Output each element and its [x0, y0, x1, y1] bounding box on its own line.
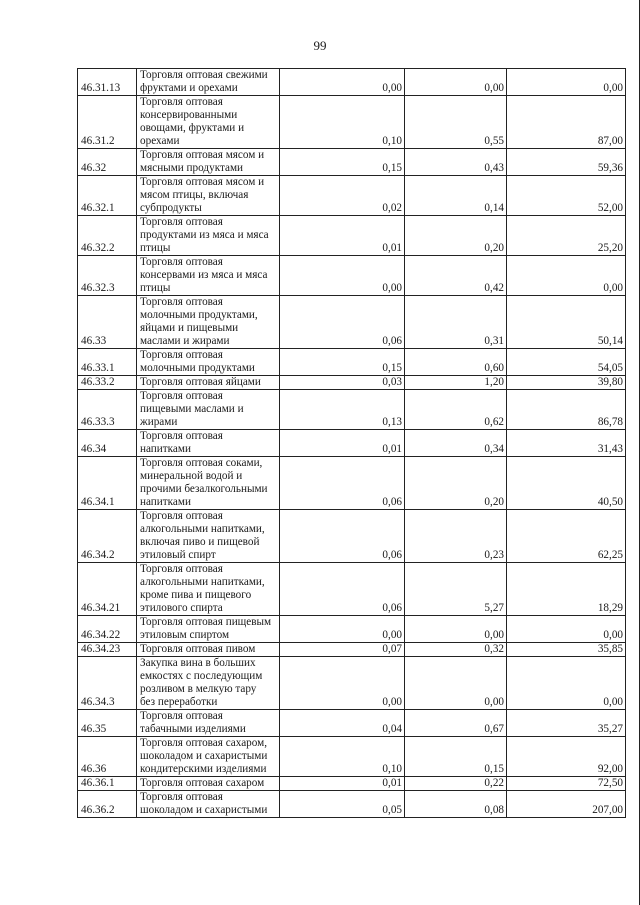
row-value-3: 0,00 [507, 256, 626, 296]
activity-name-line: прочими безалкогольными [140, 483, 268, 495]
row-value-1: 0,01 [280, 777, 405, 791]
activity-name-line: Торговля оптовая [140, 296, 223, 308]
row-activity-name [137, 643, 280, 657]
row-activity-name [137, 657, 280, 710]
table-row [78, 563, 626, 616]
row-code: 46.34.3 [78, 657, 137, 710]
row-value-1: 0,15 [280, 349, 405, 376]
row-value-1: 0,15 [280, 149, 405, 176]
row-value-2: 5,27 [405, 563, 507, 616]
table-row [78, 216, 626, 256]
row-value-2: 0,08 [405, 791, 507, 818]
row-value-1: 0,01 [280, 216, 405, 256]
table-row [78, 737, 626, 777]
activity-name-line: табачными изделиями [140, 723, 246, 735]
activity-name-line: Торговля оптовая [140, 390, 223, 402]
row-activity-name [137, 563, 280, 616]
row-value-1: 0,06 [280, 563, 405, 616]
activity-name-line: кроме пива и пищевого [140, 589, 252, 601]
row-value-2: 1,20 [405, 376, 507, 390]
activity-name-line: этилового спирта [140, 602, 223, 614]
row-value-3: 62,25 [507, 510, 626, 563]
tariff-table [77, 68, 626, 818]
activity-name-line: субпродукты [140, 202, 202, 214]
activity-name-line: Торговля оптовая яйцами [140, 376, 261, 388]
table-row [78, 349, 626, 376]
row-value-2: 0,00 [405, 616, 507, 643]
activity-name-line: этиловый спирт [140, 549, 216, 561]
activity-name-line: Торговля оптовая [140, 563, 223, 575]
activity-name-line: Торговля оптовая [140, 96, 223, 108]
activity-name-line: Торговля оптовая [140, 510, 223, 522]
row-code: 46.36.1 [78, 777, 137, 791]
row-value-3: 0,00 [507, 616, 626, 643]
row-activity-name [137, 216, 280, 256]
row-value-2: 0,14 [405, 176, 507, 216]
activity-name-line: Торговля оптовая пивом [140, 643, 256, 655]
activity-name-line: консервами из мяса и мяса [140, 269, 268, 281]
row-activity-name [137, 457, 280, 510]
table-row [78, 376, 626, 390]
row-value-2: 0,00 [405, 69, 507, 96]
row-code: 46.32 [78, 149, 137, 176]
row-value-3: 18,29 [507, 563, 626, 616]
row-value-2: 0,15 [405, 737, 507, 777]
row-value-1: 0,06 [280, 296, 405, 349]
activity-name-line: Торговля оптовая [140, 216, 223, 228]
activity-name-line: Закупка вина в больших [140, 657, 256, 669]
row-value-2: 0,20 [405, 216, 507, 256]
row-activity-name [137, 791, 280, 818]
row-value-1: 0,10 [280, 737, 405, 777]
activity-name-line: Торговля оптовая мясом и [140, 176, 265, 188]
row-code: 46.33.3 [78, 390, 137, 430]
table-row [78, 616, 626, 643]
table-row [78, 390, 626, 430]
activity-name-line: орехами [140, 135, 180, 147]
row-value-2: 0,00 [405, 657, 507, 710]
row-activity-name [137, 349, 280, 376]
activity-name-line: продуктами из мяса и мяса [140, 229, 269, 241]
activity-name-line: Торговля оптовая мясом и [140, 149, 265, 161]
activity-name-line: мясом птицы, включая [140, 189, 249, 201]
row-value-3: 54,05 [507, 349, 626, 376]
row-code: 46.33.2 [78, 376, 137, 390]
row-value-3: 31,43 [507, 430, 626, 457]
row-activity-name [137, 256, 280, 296]
row-value-3: 40,50 [507, 457, 626, 510]
activity-name-line: розливом в мелкую тару [140, 683, 257, 695]
activity-name-line: Торговля оптовая [140, 349, 223, 361]
row-activity-name [137, 296, 280, 349]
row-activity-name [137, 390, 280, 430]
activity-name-line: овощами, фруктами и [140, 122, 245, 134]
row-value-1: 0,00 [280, 69, 405, 96]
activity-name-line: напитками [140, 443, 191, 455]
row-value-2: 0,60 [405, 349, 507, 376]
table-row [78, 69, 626, 96]
table-row [78, 510, 626, 563]
activity-name-line: жирами [140, 416, 178, 428]
row-value-1: 0,00 [280, 616, 405, 643]
row-value-1: 0,02 [280, 176, 405, 216]
activity-name-line: консервированными [140, 109, 238, 121]
row-value-3: 35,85 [507, 643, 626, 657]
table-row [78, 643, 626, 657]
table-row [78, 457, 626, 510]
row-value-1: 0,04 [280, 710, 405, 737]
activity-name-line: фруктами и орехами [140, 82, 238, 94]
activity-name-line: молочными продуктами [140, 362, 255, 374]
activity-name-line: напитками [140, 496, 191, 508]
row-value-3: 25,20 [507, 216, 626, 256]
row-code: 46.34.23 [78, 643, 137, 657]
table-row [78, 657, 626, 710]
row-value-3: 72,50 [507, 777, 626, 791]
row-activity-name [137, 176, 280, 216]
row-activity-name [137, 69, 280, 96]
row-activity-name [137, 149, 280, 176]
row-activity-name [137, 777, 280, 791]
activity-name-line: молочными продуктами, [140, 309, 258, 321]
table-body [78, 69, 626, 818]
row-value-2: 0,22 [405, 777, 507, 791]
row-code: 46.33.1 [78, 349, 137, 376]
activity-name-line: кондитерскими изделиями [140, 763, 267, 775]
row-value-1: 0,01 [280, 430, 405, 457]
row-code: 46.31.2 [78, 96, 137, 149]
row-value-3: 86,78 [507, 390, 626, 430]
row-activity-name [137, 510, 280, 563]
activity-name-line: шоколадом и сахаристыми [140, 804, 268, 816]
activity-name-line: пищевыми маслами и [140, 403, 244, 415]
activity-name-line: птицы [140, 282, 171, 294]
row-value-2: 0,43 [405, 149, 507, 176]
row-value-1: 0,07 [280, 643, 405, 657]
row-code: 46.32.3 [78, 256, 137, 296]
table-row [78, 710, 626, 737]
row-code: 46.35 [78, 710, 137, 737]
row-value-3: 0,00 [507, 69, 626, 96]
activity-name-line: шоколадом и сахаристыми [140, 750, 268, 762]
activity-name-line: включая пиво и пищевой [140, 536, 260, 548]
row-value-2: 0,34 [405, 430, 507, 457]
table-row [78, 777, 626, 791]
row-value-3: 52,00 [507, 176, 626, 216]
row-value-1: 0,06 [280, 457, 405, 510]
table-row [78, 256, 626, 296]
row-value-1: 0,00 [280, 657, 405, 710]
row-code: 46.33 [78, 296, 137, 349]
row-value-3: 50,14 [507, 296, 626, 349]
activity-name-line: Торговля оптовая [140, 710, 223, 722]
activity-name-line: Торговля оптовая пищевым [140, 616, 272, 628]
row-activity-name [137, 616, 280, 643]
row-value-2: 0,42 [405, 256, 507, 296]
row-code: 46.34.2 [78, 510, 137, 563]
activity-name-line: без переработки [140, 696, 218, 708]
row-value-2: 0,62 [405, 390, 507, 430]
table-row [78, 791, 626, 818]
row-code: 46.32.2 [78, 216, 137, 256]
row-code: 46.36 [78, 737, 137, 777]
row-code: 46.34.21 [78, 563, 137, 616]
row-code: 46.34.1 [78, 457, 137, 510]
row-value-3: 92,00 [507, 737, 626, 777]
row-value-3: 59,36 [507, 149, 626, 176]
row-value-1: 0,05 [280, 791, 405, 818]
activity-name-line: Торговля оптовая соками, [140, 457, 263, 469]
row-activity-name [137, 737, 280, 777]
activity-name-line: Торговля оптовая [140, 791, 223, 803]
activity-name-line: яйцами и пищевыми [140, 322, 239, 334]
activity-name-line: птицы [140, 242, 171, 254]
row-code: 46.34 [78, 430, 137, 457]
table-row [78, 176, 626, 216]
row-value-3: 35,27 [507, 710, 626, 737]
activity-name-line: мясными продуктами [140, 162, 244, 174]
row-value-2: 0,23 [405, 510, 507, 563]
row-value-3: 207,00 [507, 791, 626, 818]
row-value-3: 0,00 [507, 657, 626, 710]
row-value-3: 39,80 [507, 376, 626, 390]
activity-name-line: Торговля оптовая свежими [140, 69, 268, 81]
row-value-1: 0,06 [280, 510, 405, 563]
row-value-1: 0,13 [280, 390, 405, 430]
row-value-2: 0,31 [405, 296, 507, 349]
row-code: 46.32.1 [78, 176, 137, 216]
row-value-2: 0,32 [405, 643, 507, 657]
row-code: 46.34.22 [78, 616, 137, 643]
row-code: 46.36.2 [78, 791, 137, 818]
row-value-2: 0,67 [405, 710, 507, 737]
activity-name-line: алкогольными напитками, [140, 523, 265, 535]
row-activity-name [137, 430, 280, 457]
table-row [78, 149, 626, 176]
row-value-2: 0,20 [405, 457, 507, 510]
activity-name-line: маслами и жирами [140, 335, 230, 347]
table-row [78, 96, 626, 149]
row-value-3: 87,00 [507, 96, 626, 149]
activity-name-line: Торговля оптовая сахаром [140, 777, 265, 789]
row-value-1: 0,00 [280, 256, 405, 296]
row-value-2: 0,55 [405, 96, 507, 149]
activity-name-line: Торговля оптовая сахаром, [140, 737, 268, 749]
activity-name-line: емкостях с последующим [140, 670, 263, 682]
table-row [78, 296, 626, 349]
row-value-1: 0,10 [280, 96, 405, 149]
activity-name-line: Торговля оптовая [140, 430, 223, 442]
activity-name-line: минеральной водой и [140, 470, 243, 482]
page-number: 99 [313, 38, 327, 53]
row-code: 46.31.13 [78, 69, 137, 96]
activity-name-line: алкогольными напитками, [140, 576, 265, 588]
row-value-1: 0,03 [280, 376, 405, 390]
row-activity-name [137, 376, 280, 390]
table-row [78, 430, 626, 457]
activity-name-line: Торговля оптовая [140, 256, 223, 268]
row-activity-name [137, 96, 280, 149]
activity-name-line: этиловым спиртом [140, 629, 230, 641]
row-activity-name [137, 710, 280, 737]
